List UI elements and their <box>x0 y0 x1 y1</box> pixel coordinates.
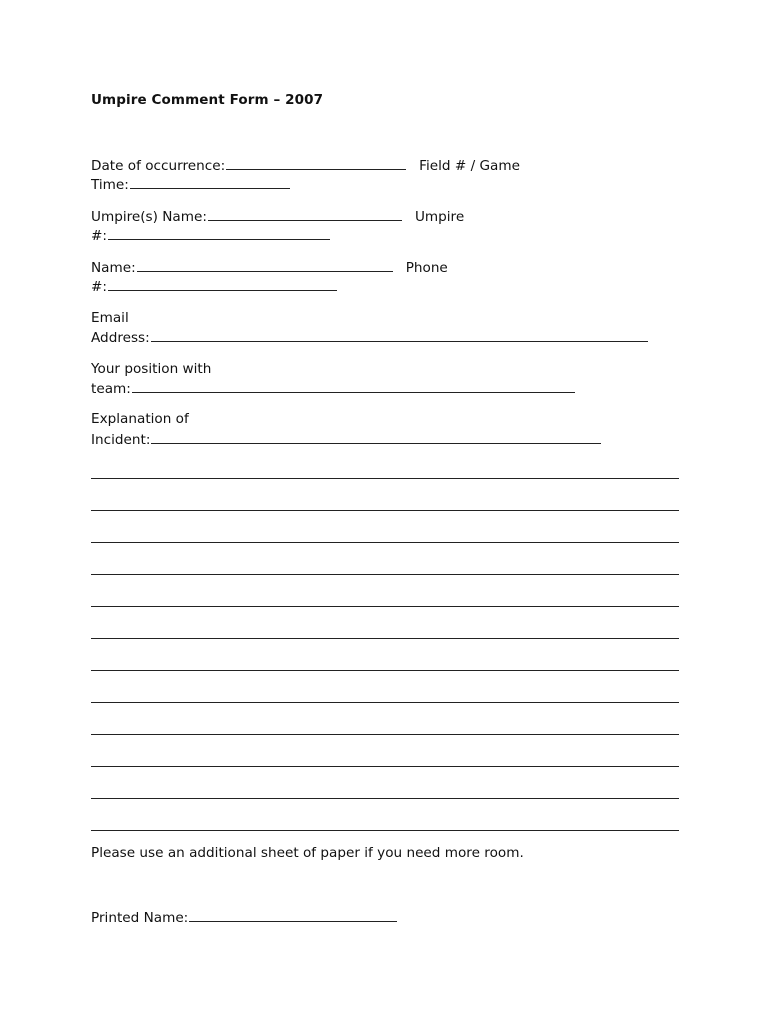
time-line <box>91 175 290 195</box>
team-position-field[interactable] <box>132 379 575 393</box>
position-label: Your position with <box>91 361 212 377</box>
date-label: Date of occurrence: <box>91 158 226 174</box>
form-title: Umpire Comment Form – 2007 <box>91 92 324 108</box>
printed-name-field[interactable] <box>189 908 397 922</box>
phone-num-line <box>91 277 337 297</box>
name-field[interactable] <box>137 258 393 272</box>
umpire-num-label: #: <box>91 228 107 244</box>
incident-line <box>91 430 601 450</box>
umpire-name-field[interactable] <box>208 207 402 221</box>
writing-line[interactable] <box>91 670 679 671</box>
name-label: Name: <box>91 260 136 276</box>
phone-number-field[interactable] <box>108 277 337 291</box>
email-label: Email <box>91 310 129 326</box>
writing-line[interactable] <box>91 830 679 831</box>
field-game-label: Field # / Game <box>419 158 520 174</box>
umpire-name-line <box>91 207 464 227</box>
writing-line[interactable] <box>91 510 679 511</box>
date-field[interactable] <box>226 156 406 170</box>
printed-name-label: Printed Name: <box>91 910 189 926</box>
additional-sheet-note: Please use an additional sheet of paper if you need more room. <box>91 845 524 861</box>
printed-name-line <box>91 908 397 928</box>
incident-label: Incident: <box>91 432 151 448</box>
name-line <box>91 258 448 278</box>
position-line <box>91 360 211 379</box>
time-label: Time: <box>91 177 129 193</box>
umpire-num-line <box>91 226 330 246</box>
game-time-field[interactable] <box>130 175 290 189</box>
phone-label: Phone <box>405 260 448 276</box>
umpire-number-field[interactable] <box>108 226 330 240</box>
writing-line[interactable] <box>91 574 679 575</box>
explanation-label: Explanation of <box>91 411 189 427</box>
writing-line[interactable] <box>91 542 679 543</box>
address-label: Address: <box>91 330 150 346</box>
writing-line[interactable] <box>91 734 679 735</box>
writing-line[interactable] <box>91 606 679 607</box>
writing-line[interactable] <box>91 798 679 799</box>
phone-num-label: #: <box>91 279 107 295</box>
umpire-label: Umpire <box>414 209 465 225</box>
team-line <box>91 379 575 399</box>
writing-line[interactable] <box>91 478 679 479</box>
email-line <box>91 309 129 328</box>
team-label: team: <box>91 381 131 397</box>
writing-line[interactable] <box>91 766 679 767</box>
explanation-line <box>91 410 189 429</box>
date-line <box>91 156 520 176</box>
writing-line[interactable] <box>91 702 679 703</box>
email-address-field[interactable] <box>151 328 648 342</box>
writing-line[interactable] <box>91 638 679 639</box>
umpire-name-label: Umpire(s) Name: <box>91 209 207 225</box>
address-line <box>91 328 648 348</box>
incident-field[interactable] <box>151 430 601 444</box>
